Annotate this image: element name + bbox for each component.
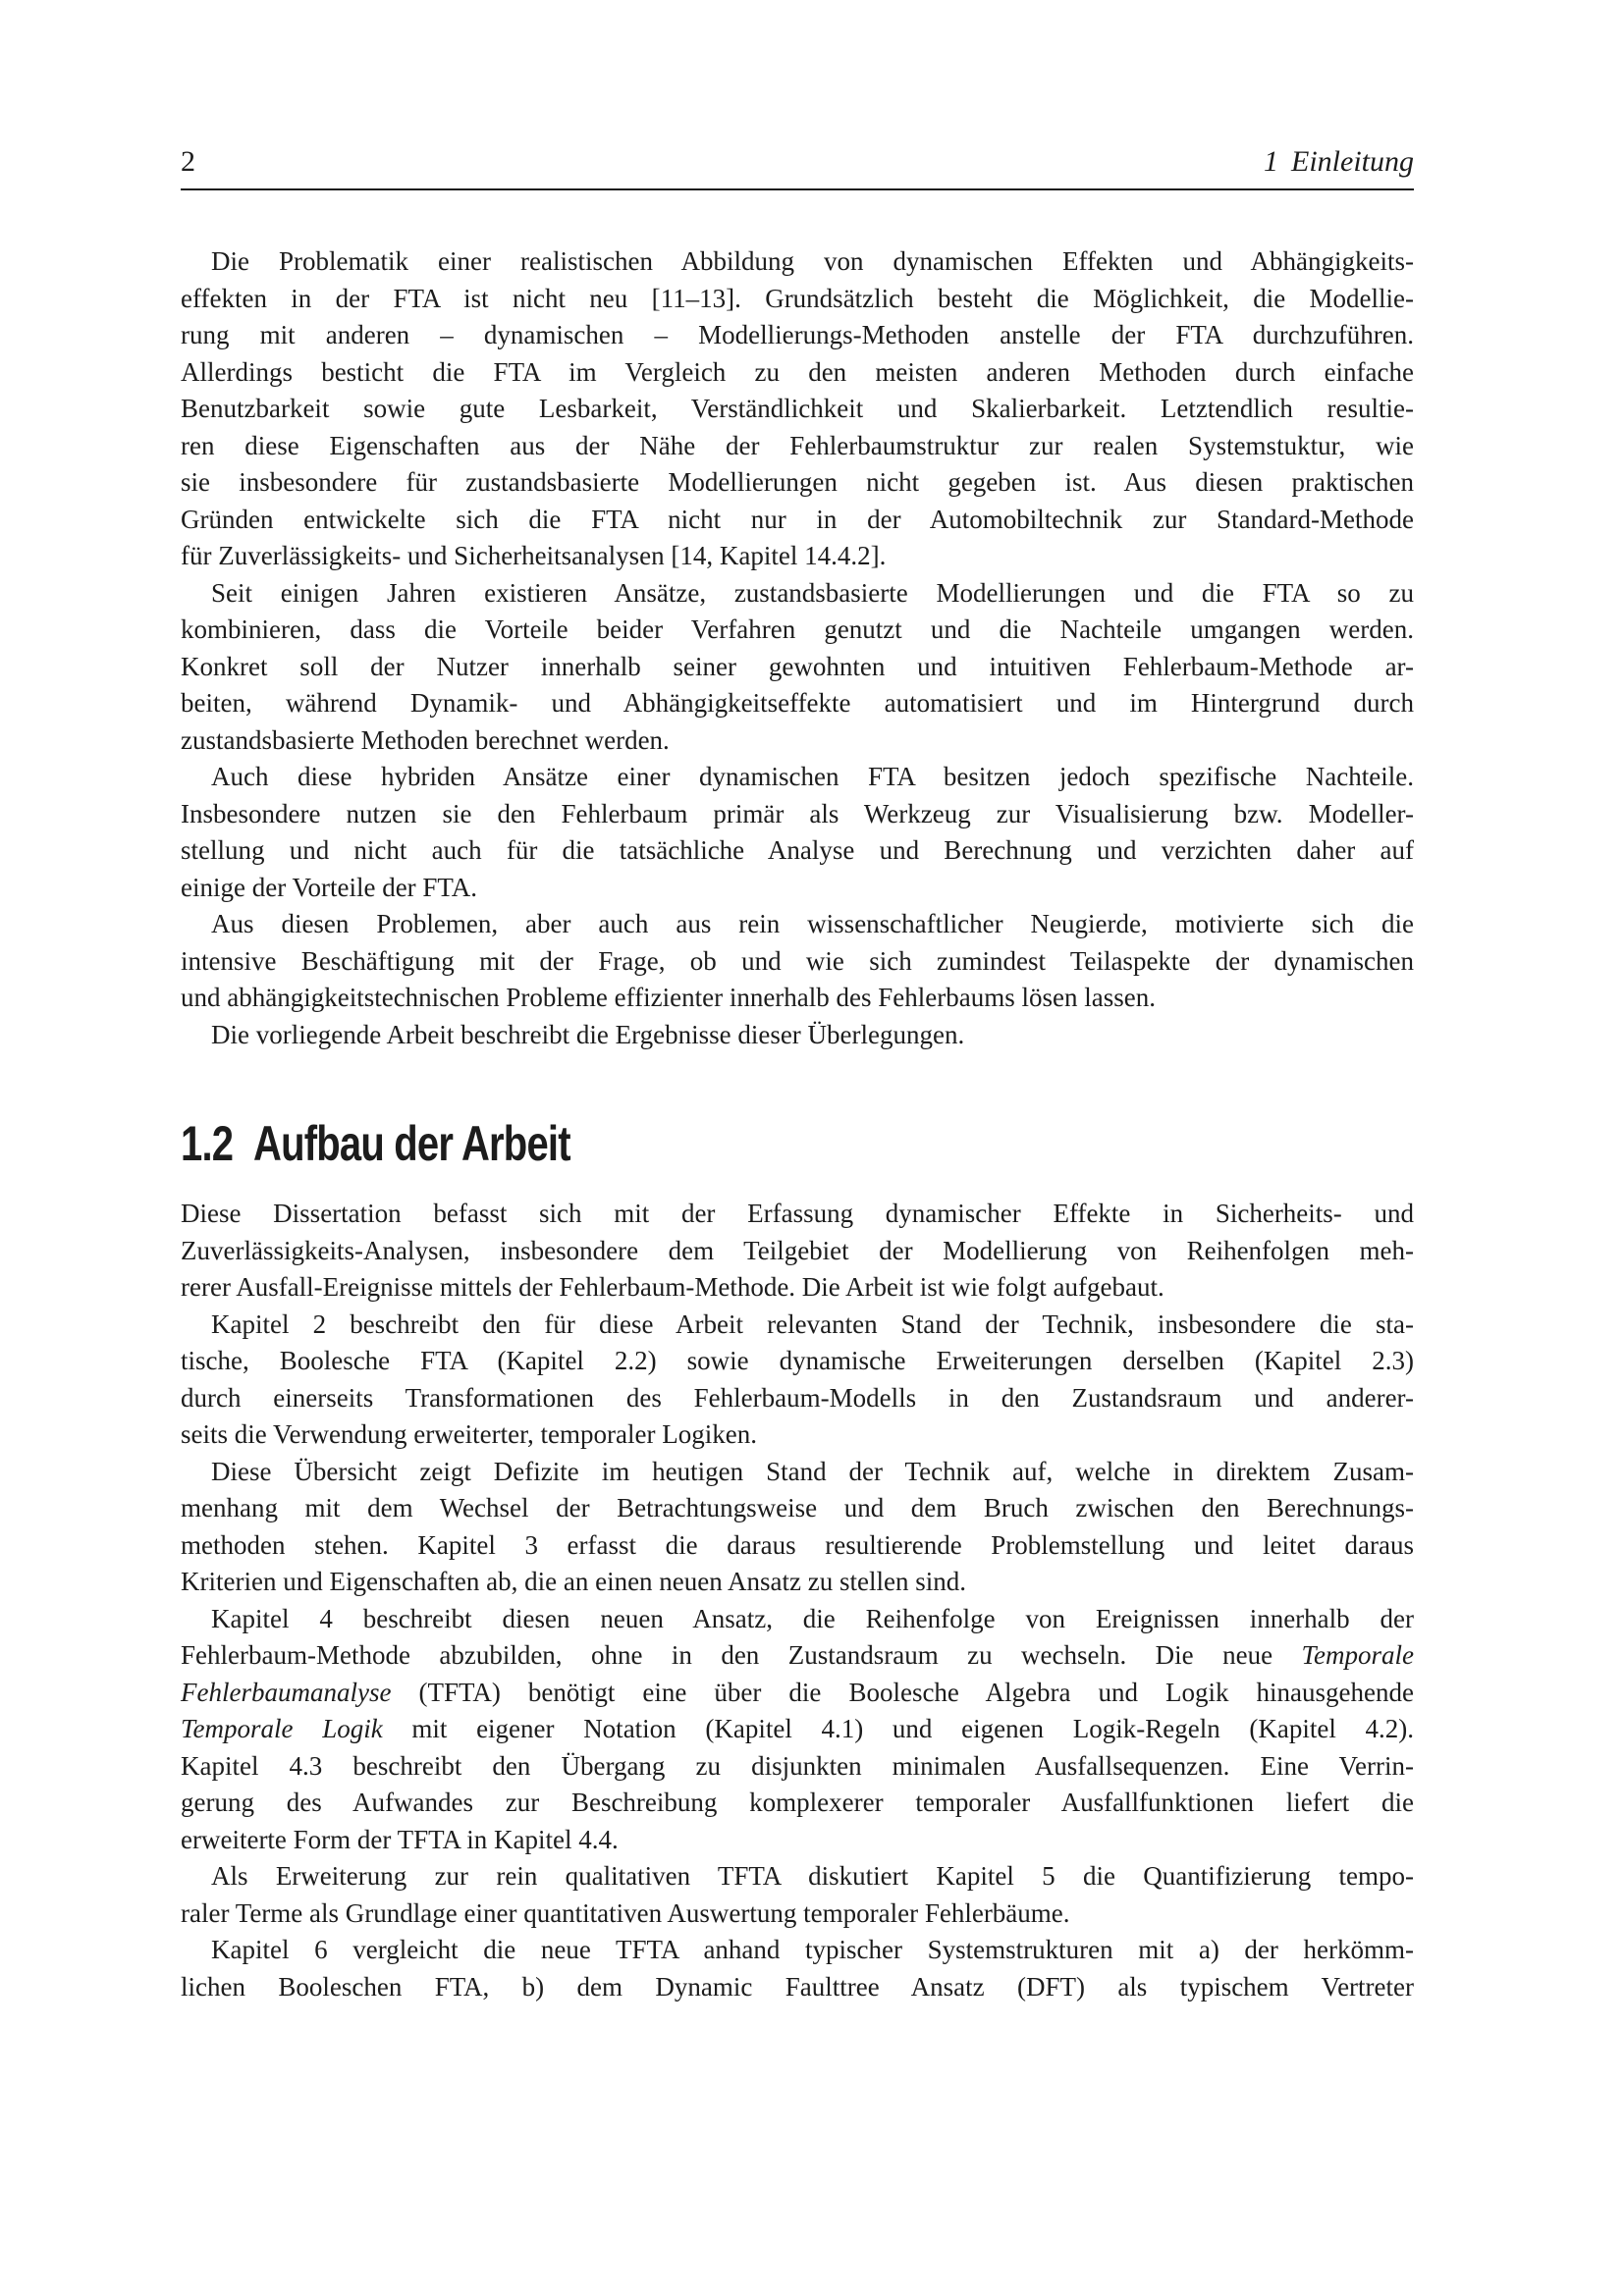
- text-line: [181, 428, 1414, 465]
- text-line: [181, 870, 1414, 907]
- text-segment: Kapitel 6 vergleicht die neue TFTA anhand typischer Systemstrukturen mit a) der herkömm-: [211, 1935, 1414, 1964]
- text-line: [181, 1380, 1414, 1417]
- paragraph: [181, 1017, 1414, 1054]
- text-line: [181, 832, 1414, 870]
- text-line: [181, 1858, 1414, 1896]
- text-line: [181, 685, 1414, 722]
- text-line: [181, 1748, 1414, 1786]
- emphasized-text: Temporale: [1301, 1640, 1414, 1670]
- text-segment: Benutzbarkeit sowie gute Lesbarkeit, Verständlichkeit und Skalierbarkeit. Letztendlich resultie-: [181, 394, 1414, 423]
- text-segment: rung mit anderen – dynamischen – Modellierungs-Methoden anstelle der FTA durchzuführen.: [181, 320, 1414, 349]
- paragraph: [181, 906, 1414, 1017]
- text-segment: Aus diesen Problemen, aber auch aus rein wissenschaftlicher Neugierde, motivierte sich die: [211, 909, 1414, 938]
- text-line: [181, 1601, 1414, 1638]
- text-segment: Kapitel 4 beschreibt diesen neuen Ansatz, die Reihenfolge von Ereignissen innerhalb der: [211, 1603, 1414, 1633]
- text-line: [181, 1896, 1414, 1933]
- section-title: Aufbau der Arbeit: [253, 1116, 570, 1171]
- text-line: [181, 464, 1414, 502]
- text-line: [181, 1711, 1414, 1748]
- text-segment: beiten, während Dynamik- und Abhängigkeitseffekte automatisiert und im Hintergrund durch: [181, 688, 1414, 718]
- text-segment: und abhängigkeitstechnischen Probleme effizienter innerhalb des Fehlerbaums lösen lassen.: [181, 983, 1156, 1012]
- text-line: [181, 1017, 1414, 1054]
- paragraph: [181, 1601, 1414, 1859]
- text-line: [181, 1675, 1414, 1712]
- paragraph: [181, 575, 1414, 760]
- text-segment: Seit einigen Jahren existieren Ansätze, zustandsbasierte Modellierungen und die FTA so zu: [211, 577, 1414, 608]
- text-line: [181, 391, 1414, 428]
- text-segment: intensive Beschäftigung mit der Frage, ob und wie sich zumindest Teilaspekte der dynamischen: [181, 945, 1414, 976]
- paragraph: [181, 243, 1414, 575]
- text-segment: Zuverlässigkeits-Analysen, insbesondere dem Teilgebiet der Modellierung von Reihenfolgen meh-: [181, 1235, 1414, 1265]
- paragraph: [181, 1932, 1414, 2005]
- text-line: [181, 1969, 1414, 2006]
- text-segment: methoden stehen. Kapitel 3 erfasst die daraus resultierende Problemstellung und leitet daraus: [181, 1529, 1414, 1560]
- structure-paragraphs: [181, 1196, 1414, 2005]
- text-line: [181, 243, 1414, 281]
- text-segment: (TFTA) benötigt eine über die Boolesche Algebra und Logik hinausgehende: [391, 1677, 1414, 1707]
- text-line: [181, 575, 1414, 613]
- text-line: [181, 612, 1414, 649]
- text-line: [181, 1269, 1414, 1307]
- text-body: [181, 243, 1414, 2005]
- text-line: [181, 906, 1414, 943]
- text-line: [181, 796, 1414, 833]
- text-segment: Kriterien und Eigenschaften ab, die an einen neuen Ansatz zu stellen sind.: [181, 1567, 966, 1596]
- paragraph: [181, 1454, 1414, 1601]
- text-segment: Insbesondere nutzen sie den Fehlerbaum primär als Werkzeug zur Visualisierung bzw. Modeller-: [181, 798, 1414, 828]
- text-line: [181, 1785, 1414, 1822]
- text-segment: Gründen entwickelte sich die FTA nicht nur in der Automobiltechnik zur Standard-Methode: [181, 504, 1414, 534]
- text-line: [181, 649, 1414, 686]
- text-segment: ren diese Eigenschaften aus der Nähe der Fehlerbaumstruktur zur realen Systemstuktur, wie: [181, 430, 1414, 460]
- paragraph: [181, 1196, 1414, 1307]
- text-segment: Fehlerbaum-Methode abzubilden, ohne in den Zustandsraum zu wechseln. Die neue: [181, 1640, 1302, 1670]
- text-segment: gerung des Aufwandes zur Beschreibung komplexerer temporaler Ausfallfunktionen liefert die: [181, 1788, 1414, 1817]
- text-segment: durch einerseits Transformationen des Fehlerbaum-Modells in den Zustandsraum und anderer-: [181, 1382, 1414, 1413]
- text-segment: kombinieren, dass die Vorteile beider Verfahren genutzt und die Nachteile umgangen werden.: [181, 614, 1414, 644]
- text-line: [181, 1822, 1414, 1859]
- paragraph: [181, 759, 1414, 906]
- text-segment: seits die Verwendung erweiterter, temporaler Logiken.: [181, 1419, 757, 1449]
- text-segment: Allerdings besticht die FTA im Vergleich zu den meisten anderen Methoden durch einfache: [181, 356, 1414, 387]
- text-line: [181, 317, 1414, 354]
- running-chapter-title: [1264, 142, 1414, 182]
- text-segment: Konkret soll der Nutzer innerhalb seiner gewohnten und intuitiven Fehlerbaum-Methode ar-: [181, 651, 1414, 681]
- text-line: [181, 1416, 1414, 1454]
- text-line: [181, 1637, 1414, 1675]
- page-header: [181, 142, 1414, 190]
- text-line: [181, 1932, 1414, 1969]
- text-line: [181, 943, 1414, 981]
- text-line: [181, 1233, 1414, 1270]
- section-heading: [181, 1116, 1167, 1171]
- chapter-name: Einleitung: [1291, 145, 1414, 178]
- text-line: [181, 1307, 1414, 1344]
- paragraph: [181, 1307, 1414, 1454]
- text-line: [181, 1490, 1414, 1527]
- text-segment: stellung und nicht auch für die tatsächliche Analyse und Berechnung und verzichten daher auf: [181, 835, 1414, 865]
- text-segment: Kapitel 4.3 beschreibt den Übergang zu disjunkten minimalen Ausfallsequenzen. Eine Verrin-: [181, 1750, 1414, 1781]
- chapter-number: 1: [1264, 145, 1279, 178]
- text-segment: Die Problematik einer realistischen Abbildung von dynamischen Effekten und Abhängigkeits-: [211, 246, 1414, 276]
- text-segment: Kapitel 2 beschreibt den für diese Arbeit relevanten Stand der Technik, insbesondere die sta-: [211, 1308, 1414, 1339]
- text-segment: Diese Dissertation befasst sich mit der Erfassung dynamischer Effekte in Sicherheits- und: [181, 1199, 1414, 1228]
- text-segment: lichen Booleschen FTA, b) dem Dynamic Faulttree Ansatz (DFT) als typischem Vertreter: [181, 1971, 1414, 2002]
- text-line: [181, 502, 1414, 539]
- text-segment: Auch diese hybriden Ansätze einer dynamischen FTA besitzen jedoch spezifische Nachteile.: [211, 762, 1414, 791]
- text-line: [181, 1343, 1414, 1380]
- section-number: 1.2: [181, 1116, 234, 1171]
- text-line: [181, 538, 1414, 575]
- text-line: [181, 1527, 1414, 1565]
- text-line: [181, 1196, 1414, 1233]
- text-segment: Diese Übersicht zeigt Defizite im heutigen Stand der Technik auf, welche in direktem Zusam-: [211, 1456, 1414, 1486]
- text-segment: raler Terme als Grundlage einer quantitativen Auswertung temporaler Fehlerbäume.: [181, 1897, 1070, 1928]
- text-segment: einige der Vorteile der FTA.: [181, 872, 478, 902]
- emphasized-text: Temporale Logik: [181, 1714, 383, 1743]
- text-segment: zustandsbasierte Methoden berechnet werden.: [181, 724, 670, 755]
- text-line: [181, 1564, 1414, 1601]
- text-segment: Die vorliegende Arbeit beschreibt die Ergebnisse dieser Überlegungen.: [211, 1019, 965, 1049]
- page-number: 2: [181, 145, 195, 178]
- text-line: [181, 1454, 1414, 1491]
- text-line: [181, 722, 1414, 760]
- text-line: [181, 281, 1414, 318]
- paragraph: [181, 1858, 1414, 1932]
- text-segment: sie insbesondere für zustandsbasierte Modellierungen nicht gegeben ist. Aus diesen praktischen: [181, 467, 1414, 497]
- text-segment: für Zuverlässigkeits- und Sicherheitsanalysen [14, Kapitel 14.4.2].: [181, 541, 887, 570]
- text-line: [181, 759, 1414, 796]
- text-segment: Als Erweiterung zur rein qualitativen TFTA diskutiert Kapitel 5 die Quantifizierung tempo-: [211, 1861, 1414, 1891]
- text-segment: erweiterte Form der TFTA in Kapitel 4.4.: [181, 1824, 619, 1854]
- text-line: [181, 980, 1414, 1017]
- text-segment: rerer Ausfall-Ereignisse mittels der Fehlerbaum-Methode. Die Arbeit ist wie folgt aufgebaut.: [181, 1272, 1164, 1302]
- intro-paragraphs: [181, 243, 1414, 1053]
- text-segment: menhang mit dem Wechsel der Betrachtungsweise und dem Bruch zwischen den Berechnungs-: [181, 1493, 1414, 1522]
- emphasized-text: Fehlerbaumanalyse: [181, 1677, 392, 1707]
- text-segment: effekten in der FTA ist nicht neu [11–13]. Grundsätzlich besteht die Möglichkeit, die Modellie-: [181, 283, 1414, 313]
- text-segment: mit eigener Notation (Kapitel 4.1) und eigenen Logik-Regeln (Kapitel 4.2).: [382, 1714, 1415, 1743]
- text-line: [181, 354, 1414, 392]
- text-segment: tische, Boolesche FTA (Kapitel 2.2) sowie dynamische Erweiterungen derselben (Kapitel 2.3): [181, 1346, 1414, 1375]
